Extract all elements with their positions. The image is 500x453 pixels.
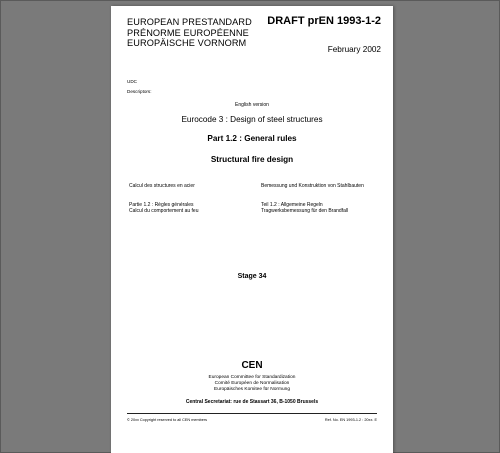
cen-name-de: Europäisches Komitee für Normung	[214, 386, 290, 392]
cen-name-en: European Committee for Standardization	[208, 375, 296, 380]
french-part	[129, 202, 198, 214]
copyright-notice: © 20xx Copyright reserved to all CEN members	[127, 418, 208, 422]
cen-title: CEN	[241, 360, 263, 371]
german-part-line: Tragwerksbemessung für den Brandfall	[261, 208, 349, 214]
reference-number: Ref. No. EN 1993-1.2 : 20xx. E	[324, 418, 377, 422]
standard-type-de: EUROPÄISCHE VORNORM	[127, 38, 247, 48]
standard-type-fr: PRÉNORME EUROPÉENNE	[127, 27, 249, 38]
part-title: Part 1.2 : General rules	[207, 134, 297, 143]
french-part-line: Partie 1.2 : Règles générales	[129, 202, 194, 208]
standard-type-en: EUROPEAN PRESTANDARD	[127, 17, 252, 27]
french-title: Calcul des structures en acier	[129, 183, 195, 189]
subject-title: Structural fire design	[210, 155, 294, 164]
standard-type-block	[127, 17, 252, 49]
descriptors-label: Descriptors:	[127, 89, 152, 94]
document-page[interactable]	[111, 6, 393, 453]
draft-number: DRAFT prEN 1993-1-2	[267, 15, 381, 27]
french-part-line: Calcul du comportement au feu	[129, 208, 199, 214]
german-part-line: Teil 1.2 : Allgemeine Regeln	[261, 202, 323, 208]
udc-label: UDC	[127, 79, 137, 84]
cen-name-fr: Comité Européen de Normalisation	[214, 380, 290, 386]
draft-date: February 2002	[327, 45, 381, 54]
language-version: English version	[235, 102, 269, 108]
german-title: Bemessung und Konstruktion von Stahlbauten	[261, 183, 364, 189]
stage-label: Stage 34	[237, 273, 267, 280]
cen-names	[111, 375, 393, 392]
german-part	[261, 202, 348, 214]
eurocode-title: Eurocode 3 : Design of steel structures	[181, 115, 323, 124]
footer-divider	[127, 413, 377, 414]
central-secretariat: Central Secretariat: rue de Stassart 36, B-1050 Brussels	[185, 399, 319, 405]
